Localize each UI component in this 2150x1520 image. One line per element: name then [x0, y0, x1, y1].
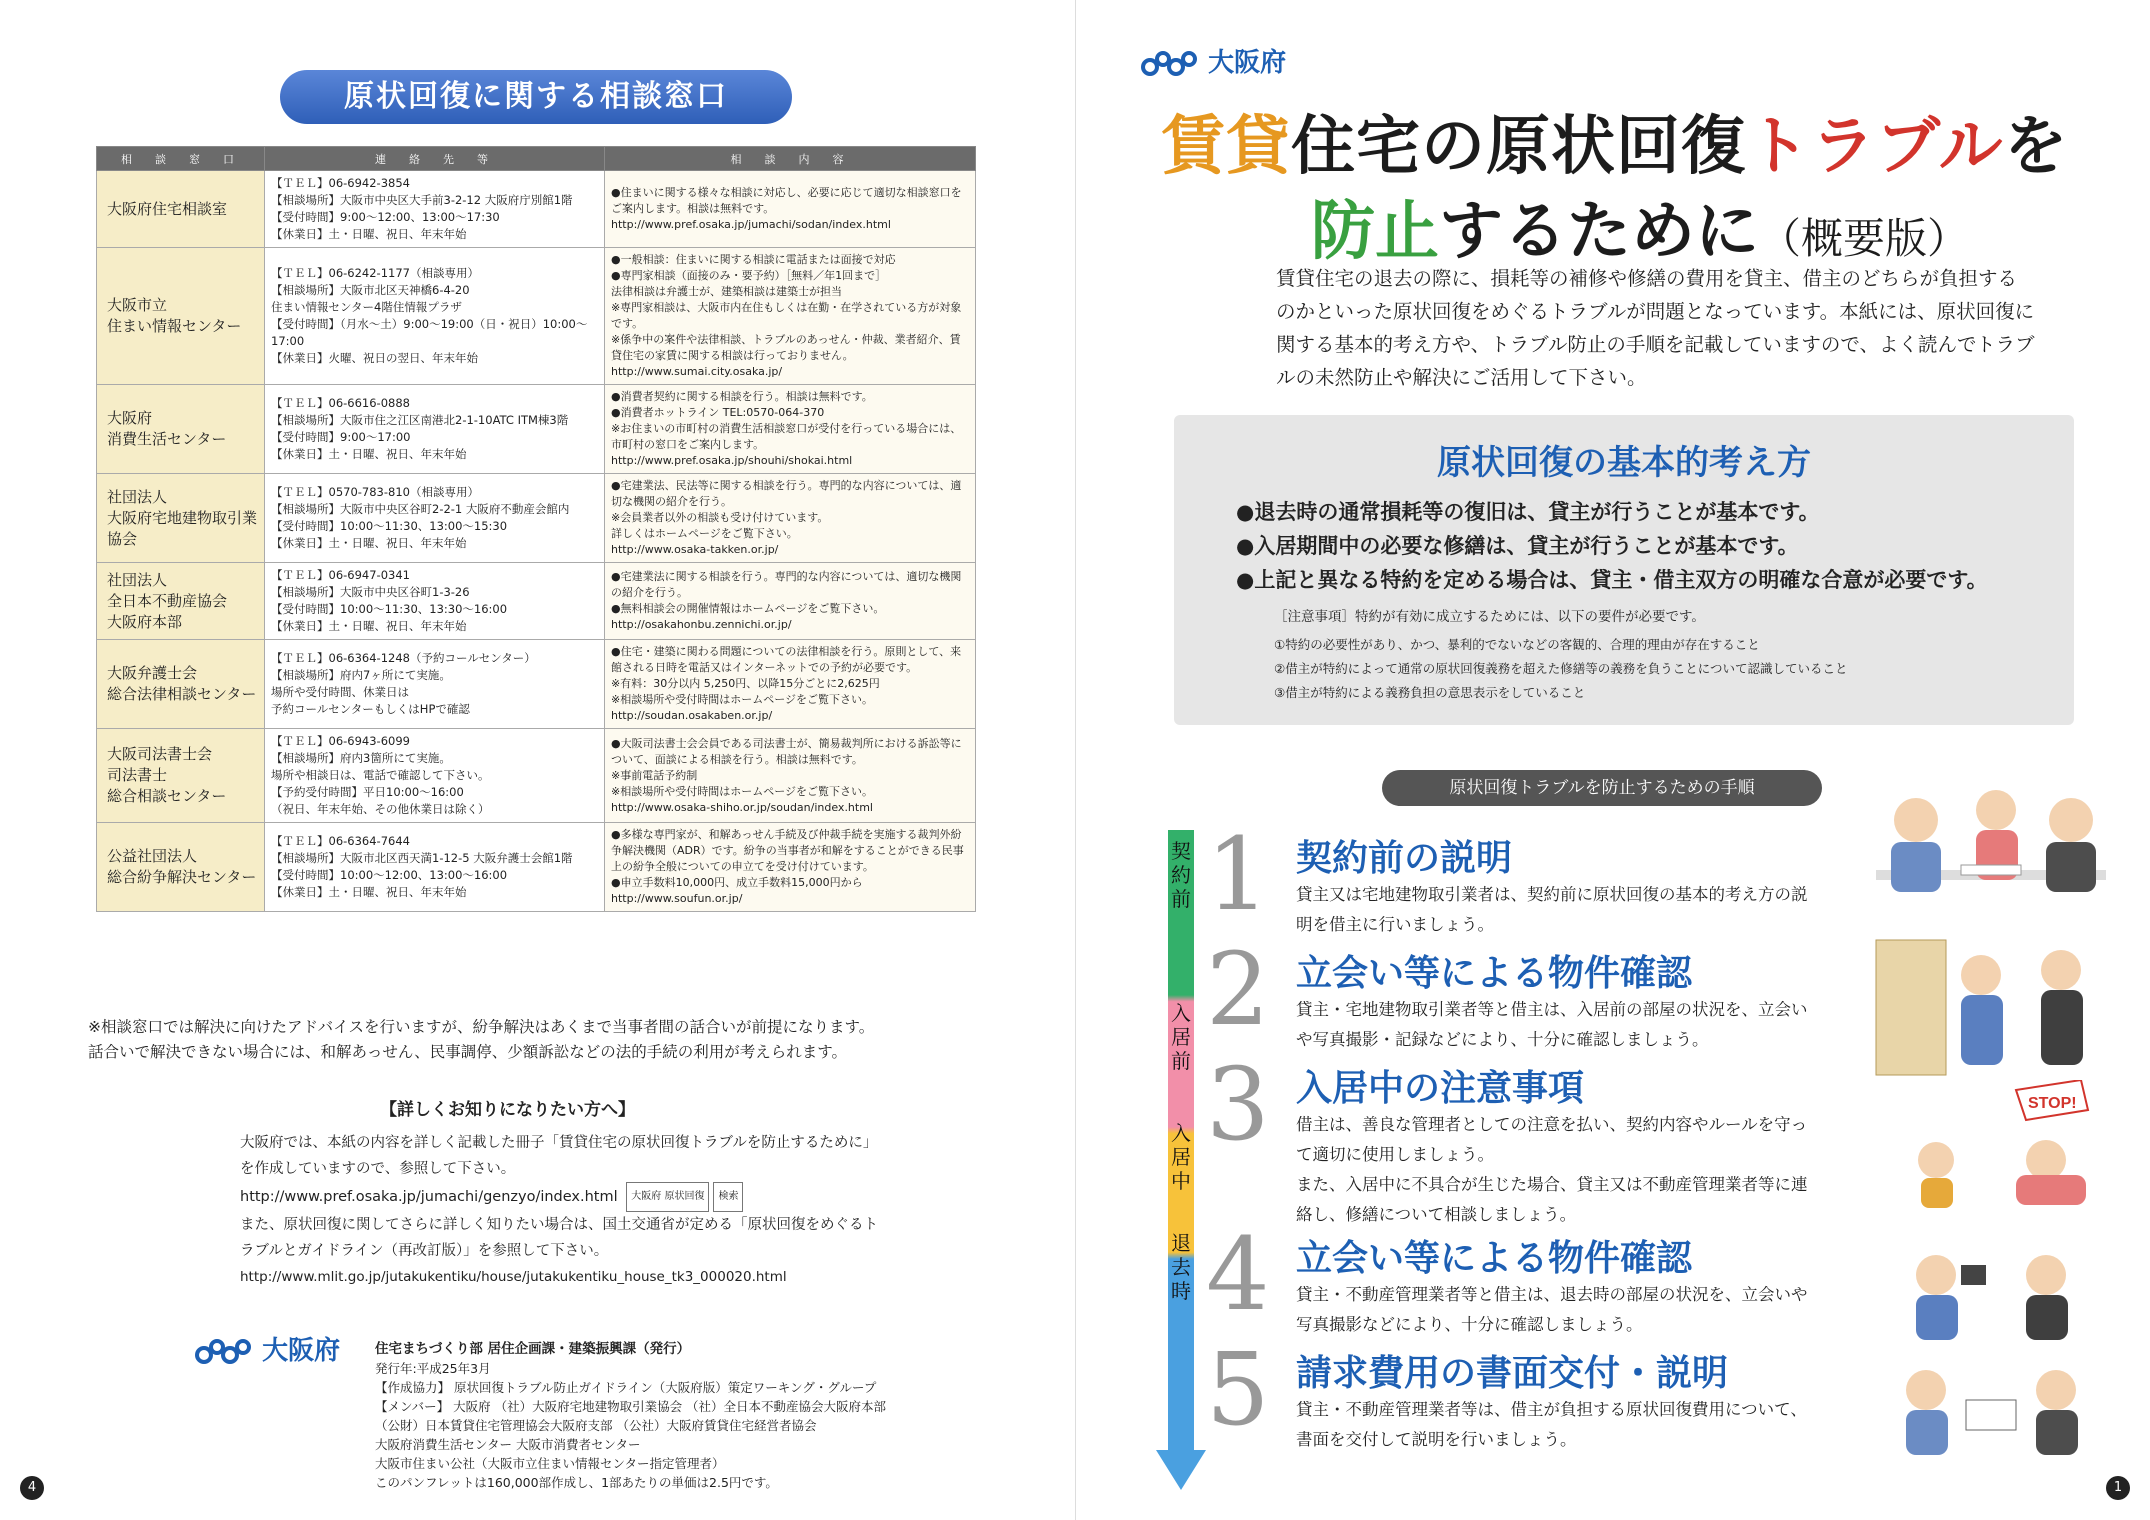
- step-heading: 契約前の説明: [1296, 838, 1513, 879]
- table-row: [97, 474, 976, 563]
- step-body: 貸主又は宅地建物取引業者は、契約前に原状回復の基本的考え方の説明を借主に行いましょう。: [1296, 885, 1808, 934]
- publisher-info: [375, 1340, 886, 1492]
- consult-content: ●住まいに関する様々な相談に対応し、必要に応じて適切な相談窓口をご案内します。相談は無料です。 http://www.pref.osaka.jp/jumachi/sodan/index.html: [605, 171, 976, 248]
- title-part: （概要版）: [1759, 214, 1970, 263]
- members: 【メンバー】 大阪府 （社）大阪府宅地建物取引業協会 （社）全日本不動産協会大阪府本部 （公財）日本賃貸住宅管理協会大阪府支部 （公社）大阪府賃貸住宅経営者協会 大阪府消費生活センター 大阪市消費者センター 大阪市住まい公社（大阪市立住まい情報センター指定管理者）: [375, 1399, 887, 1471]
- osaka-emblem-icon: [1141, 49, 1199, 79]
- contact-info: 【ＴＥＬ】06-6364-1248（予約コールセンター） 【相談場所】府内7ヶ所にて実施。 場所や受付時間、休業日は 予約コールセンターもしくはHPで確認: [265, 640, 605, 729]
- title-part: を: [2003, 109, 2069, 184]
- window-name: 公益社団法人 総合紛争解決センター: [97, 823, 265, 912]
- basic-concept-list: [1236, 495, 1988, 597]
- step-number: 5: [1206, 1331, 1270, 1448]
- search-box[interactable]: 大阪府 原状回復: [626, 1182, 709, 1212]
- step-heading: 入居中の注意事項: [1296, 1068, 1585, 1109]
- intro-text: 賃貸住宅の退去の際に、損耗等の補修や修繕の費用を貸主、借主のどちらが負担するのかといった原状回復をめぐるトラブルが問題となっています。本紙には、原状回復に関する基本的考え方や、トラブル防止の手順を記載していますので、よく読んでトラブルの未然防止や解決にご活用して下さい。: [1276, 267, 2035, 389]
- step-number: 4: [1206, 1216, 1270, 1333]
- table-row: [97, 385, 976, 474]
- condition-item: ③借主が特約による義務負担の意思表示をしていること: [1274, 685, 1586, 700]
- consult-content: ●一般相談：住まいに関する相談に電話または面接で対応 ●専門家相談（面接のみ・要予約）［無料／年1回まで］ 法律相談は弁護士が、建築相談は建築士が担当 ※専門家相談は、大阪市内在住もしくは在勤・在学されている方が対象です。 ※係争中の案件や法律相談、トラブルのあっせん・仲裁、業者紹介、賃貸住宅の家賃に関する相談は行っておりません。 http://www.sumai.city.osaka.jp/: [605, 248, 976, 385]
- right-page: [1075, 0, 2150, 1520]
- consultation-heading: 原状回復に関する相談窓口: [280, 70, 792, 124]
- window-name: 大阪府住宅相談室: [97, 171, 265, 248]
- page-number: 1: [2106, 1476, 2130, 1500]
- phase-label: 入居前: [1171, 1001, 1191, 1073]
- contact-info: 【ＴＥＬ】0570-783-810（相談専用） 【相談場所】大阪市中央区谷町2-2-1 大阪府不動産会館内 【受付時間】10:00～11:30、13:00～15:30 【休業日】土・日曜、祝日、年末年始: [265, 474, 605, 563]
- step-1: [1206, 816, 1808, 940]
- search-widget: [622, 1182, 743, 1212]
- step-heading: 立会い等による物件確認: [1296, 953, 1693, 994]
- table-row: [97, 823, 976, 912]
- basic-concept-title: 原状回復の基本的考え方: [1437, 443, 1811, 483]
- procedure-title: 原状回復トラブルを防止するための手順: [1382, 770, 1822, 806]
- window-name: 社団法人 大阪府宅地建物取引業協会: [97, 474, 265, 563]
- search-button[interactable]: 検索: [713, 1182, 743, 1212]
- step-heading: 立会い等による物件確認: [1296, 1238, 1693, 1279]
- window-name: 社団法人 全日本不動産協会 大阪府本部: [97, 563, 265, 640]
- table-row: [97, 729, 976, 823]
- consult-content: ●宅建業法、民法等に関する相談を行う。専門的な内容については、適切な機関の紹介を行う。 ※会員業者以外の相談も受け付けています。 詳しくはホームページをご覧下さい。 http://www.osaka-takken.or.jp/: [605, 474, 976, 563]
- basic-item: ●入居期間中の必要な修繕は、貸主が行うことが基本です。: [1236, 534, 1799, 558]
- consultation-note: ※相談窓口では解決に向けたアドバイスを行いますが、紛争解決はあくまで当事者間の話合いが前提になります。 話合いで解決できない場合には、和解あっせん、民事調停、少額訴訟などの法的手続の利用が考えられます。: [88, 1018, 875, 1061]
- checkout-photo-illustration: [1866, 1235, 2116, 1345]
- step-5: [1206, 1331, 1807, 1455]
- special-terms-conditions: [1274, 605, 1847, 705]
- col-header-window: 相 談 窓 口: [97, 147, 265, 171]
- print-info: このパンフレットは160,000部作成し、1部あたりの単価は2.5円です。: [375, 1475, 778, 1490]
- consultation-table: [96, 146, 976, 912]
- table-row: [97, 563, 976, 640]
- title-part: トラブル: [1746, 109, 2004, 184]
- contact-info: 【ＴＥＬ】06-6947-0341 【相談場所】大阪市中央区谷町1-3-26 【受付時間】10:00～11:30、13:30～16:00 【休業日】土・日曜、祝日、年末年始: [265, 563, 605, 640]
- inspection-illustration: [1866, 930, 2116, 1080]
- phase-label: 退去時: [1171, 1231, 1191, 1303]
- consult-content: ●多様な専門家が、和解あっせん手続及び仲裁手続を実施する裁判外紛争解決機関（ADR）です。紛争の当事者が和解をすることができる民事上の紛争全般についての申立てを受け付けています。 ●申立手数料10,000円、成立手数料15,000円から http://www.soufun.or.jp/: [605, 823, 976, 912]
- phase-label: 契約前: [1171, 839, 1191, 911]
- phase-arrow: [1156, 830, 1206, 1490]
- step-body: 貸主・不動産管理業者等は、借主が負担する原状回復費用について、書面を交付して説明を行いましょう。: [1296, 1400, 1807, 1449]
- contact-info: 【ＴＥＬ】06-6616-0888 【相談場所】大阪市住之江区南港北2-1-10ATC ITM棟3階 【受付時間】9:00～17:00 【休業日】土・日曜、祝日、年末年始: [265, 385, 605, 474]
- main-title-line-1: [1161, 95, 2068, 187]
- contact-info: 【ＴＥＬ】06-6942-3854 【相談場所】大阪市中央区大手前3-2-12 大阪府庁別館1階 【受付時間】9:00～12:00、13:00～17:30 【休業日】土・日曜、祝日、年末年始: [265, 171, 605, 248]
- window-name: 大阪司法書士会 司法書士 総合相談センター: [97, 729, 265, 823]
- title-part: 住宅の原状回復: [1291, 109, 1746, 184]
- mlit-link[interactable]: http://www.mlit.go.jp/jutakukentiku/house/jutakukentiku_house_tk3_000020.html: [240, 1269, 787, 1285]
- more-info-url-row: [240, 1182, 880, 1212]
- publisher: 住宅まちづくり部 居住企画課・建築振興課（発行）: [375, 1341, 691, 1357]
- phase-label: 入居中: [1171, 1121, 1191, 1193]
- contact-info: 【ＴＥＬ】06-6364-7644 【相談場所】大阪市北区西天満1-12-5 大阪弁護士会館1階 【受付時間】10:00～12:00、13:00～16:00 【休業日】土・日曜、祝日、年末年始: [265, 823, 605, 912]
- consult-content: ●住宅・建築に関わる問題についての法律相談を行う。原則として、来館される日時を電話又はインターネットでの予約が必要です。 ※有料：30分以内 5,250円、以降15分ごとに2,625円 ※相談場所や受付時間はホームページをご覧下さい。 http://soudan.osakaben.or.jp/: [605, 640, 976, 729]
- logo-text: 大阪府: [262, 1336, 341, 1366]
- window-name: 大阪市立 住まい情報センター: [97, 248, 265, 385]
- contract-meeting-illustration: [1866, 770, 2126, 930]
- main-title-line-2: [1311, 180, 1969, 272]
- table-row: [97, 640, 976, 729]
- contact-info: 【ＴＥＬ】06-6242-1177（相談専用） 【相談場所】大阪市北区天神橋6-4-20 住まい情報センター4階住情報プラザ 【受付時間】（月水～土）9:00～19:00（日・祝日）10:00～17:00 【休業日】火曜、祝日の翌日、年末年始: [265, 248, 605, 385]
- step-number: 3: [1206, 1046, 1270, 1163]
- basic-item: ●上記と異なる特約を定める場合は、貸主・借主双方の明確な合意が必要です。: [1236, 568, 1988, 592]
- col-header-contact: 連 絡 先 等: [265, 147, 605, 171]
- condition-item: ①特約の必要性があり、かつ、暴利的でないなどの客観的、合理的理由が存在すること: [1274, 637, 1760, 652]
- more-info-text-2: また、原状回復に関してさらに詳しく知りたい場合は、国土交通省が定める「原状回復をめぐるトラブルとガイドライン（再改訂版）」を参照して下さい。: [240, 1217, 878, 1259]
- condition-note: ［注意事項］特約が有効に成立するためには、以下の要件が必要です。: [1274, 609, 1705, 625]
- window-name: 大阪府 消費生活センター: [97, 385, 265, 474]
- step-body: 貸主・宅地建物取引業者等と借主は、入居前の部屋の状況を、立会いや写真撮影・記録などにより、十分に確認しましょう。: [1296, 1000, 1808, 1049]
- issued-date: 発行年:平成25年3月: [375, 1361, 491, 1376]
- step-number: 1: [1206, 816, 1270, 933]
- document-handover-illustration: [1866, 1350, 2116, 1460]
- step-body: 貸主・不動産管理業者等と借主は、退去時の部屋の状況を、立会いや写真撮影などにより、十分に確認しましょう。: [1296, 1285, 1808, 1334]
- condition-item: ②借主が特約によって通常の原状回復義務を超えた修繕等の義務を負うことについて認識していること: [1274, 661, 1848, 676]
- table-row: [97, 171, 976, 248]
- basic-concept-box: [1174, 415, 2074, 725]
- step-heading: 請求費用の書面交付・説明: [1296, 1353, 1729, 1394]
- more-info-title: 【詳しくお知りになりたい方へ】: [380, 1100, 635, 1120]
- more-info-text-1: 大阪府では、本紙の内容を詳しく記載した冊子「賃貸住宅の原状回復トラブルを防止するために」を作成していますので、参照して下さい。: [240, 1135, 878, 1177]
- step-3: [1206, 1046, 1808, 1230]
- table-row: [97, 248, 976, 385]
- title-part: 防止: [1311, 194, 1439, 269]
- osaka-logo: [1141, 42, 1286, 79]
- window-name: 大阪弁護士会 総合法律相談センター: [97, 640, 265, 729]
- title-part: 賃貸: [1161, 109, 1291, 184]
- osaka-emblem-icon: [195, 1337, 253, 1367]
- step-4: [1206, 1216, 1808, 1340]
- title-part: するために: [1439, 194, 1759, 269]
- cooperation: 【作成協力】 原状回復トラブル防止ガイドライン（大阪府版）策定ワーキング・グループ: [375, 1380, 877, 1395]
- consult-content: ●宅建業法に関する相談を行う。専門的な内容については、適切な機関の紹介を行う。 ●無料相談会の開催情報はホームページをご覧下さい。 http://osakahonbu.zennichi.or.jp/: [605, 563, 976, 640]
- stop-text: STOP!: [2028, 1095, 2077, 1112]
- contact-info: 【ＴＥＬ】06-6943-6099 【相談場所】府内3箇所にて実施。 場所や相談日は、電話で確認して下さい。 【予約受付時間】平日10:00～16:00 （祝日、年末年始、その他休業日は除く）: [265, 729, 605, 823]
- step-number: 2: [1206, 931, 1270, 1048]
- consult-content: ●大阪司法書士会会員である司法書士が、簡易裁判所における訴訟等について、面談による相談を行う。相談は無料です。 ※事前電話予約制 ※相談場所や受付時間はホームページをご覧下さい。 http://www.osaka-shiho.or.jp/soudan/index.html: [605, 729, 976, 823]
- col-header-content: 相 談 内 容: [605, 147, 976, 171]
- osaka-genzyo-link[interactable]: http://www.pref.osaka.jp/jumachi/genzyo/index.html: [240, 1189, 618, 1205]
- basic-item: ●退去時の通常損耗等の復旧は、貸主が行うことが基本です。: [1236, 500, 1820, 524]
- step-2: [1206, 931, 1808, 1055]
- page-number: 4: [20, 1476, 44, 1500]
- more-info-body: [240, 1130, 880, 1290]
- consult-content: ●消費者契約に関する相談を行う。相談は無料です。 ●消費者ホットライン TEL:0570-064-370 ※お住まいの市町村の消費生活相談窓口が受付を行っている場合には、市町村の窓口をご案内します。 http://www.pref.osaka.jp/shouhi/shokai.html: [605, 385, 976, 474]
- osaka-logo: [195, 1330, 340, 1367]
- step-body: 借主は、善良な管理者としての注意を払い、契約内容やルールを守って適切に使用しましょう。 また、入居中に不具合が生じた場合、貸主又は不動産管理業者等に連絡し、修繕について相談しましょう。: [1296, 1115, 1808, 1224]
- stop-child-illustration: [1866, 1080, 2116, 1230]
- logo-text: 大阪府: [1208, 48, 1287, 78]
